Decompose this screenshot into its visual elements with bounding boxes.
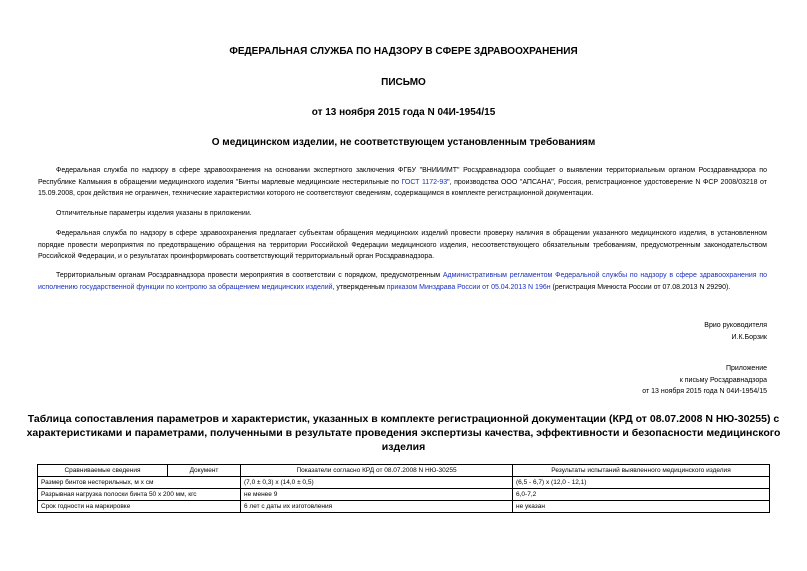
paragraph-4 [38,270,767,293]
appendix-block [642,363,767,398]
appendix-date: от 13 ноября 2015 года N 04И-1954/15 [642,388,767,395]
table-cell: не менее 9 [241,489,513,501]
table-cell: Срок годности на маркировке [38,501,241,513]
column-header: Показатели согласно КРД от 08.07.2008 N НЮ-30255 [241,465,513,477]
table-row [38,477,770,489]
table-cell: (6,5 - 6,7) х (12,0 - 12,1) [513,477,770,489]
paragraph-2: Отличительные параметры изделия указаны в приложении. [56,210,252,217]
signature-position: Врио руководителя [704,322,767,329]
paragraph-4-text-a: Территориальным органам Росздравнадзора провести мероприятия в соответствии с порядком, предусмотренным [56,272,443,279]
appendix-to: к письму Росздравнадзора [679,376,767,384]
table-header-row [38,465,770,477]
regulation-link[interactable]: Административным регламентом Федеральной службы по надзору в сфере здравоохранения по исполнению государственной функции по контролю за обращением медицинских изделий [38,272,767,291]
table-row [38,489,770,501]
order-link[interactable]: приказом Минздрава России от 05.04.2013 N 196н [386,283,551,291]
table-row [38,501,770,513]
table-cell: 6,0-7,2 [513,489,770,501]
comparison-table [37,464,770,513]
table-cell: не указан [513,501,770,513]
gost-link[interactable]: ГОСТ 1172-93 [401,178,448,186]
table-cell: (7,0 ± 0,3) х (14,0 ± 0,5) [241,477,513,489]
document-date-number: от 13 ноября 2015 года N 04И-1954/15 [311,107,496,118]
document-type: ПИСЬМО [381,77,426,88]
table-cell: Размер бинтов нестерильных, м х см [38,477,241,489]
paragraph-4-text-c: (регистрация Минюста России от 07.08.2013 N 29290). [550,283,731,291]
table-title: Таблица сопоставления параметров и характеристик, указанных в комплекте регистрационной документации (КРД от 08.07.2008 N НЮ-30255) с характеристиками и параметрами, полученными в результате проведения экспертизы качества, эффективности и безопасности медицинского изделия [26,413,781,453]
signature-name: И.К.Борзик [731,333,767,341]
agency-heading: ФЕДЕРАЛЬНАЯ СЛУЖБА ПО НАДЗОРУ В СФЕРЕ ЗДРАВООХРАНЕНИЯ [229,46,578,57]
paragraph-1 [38,165,767,200]
appendix-label: Приложение [725,365,767,372]
document-subject: О медицинском изделии, не соответствующем установленным требованиям [211,137,596,148]
column-header: Документ [168,465,241,477]
paragraph-1-text-a: Федеральная служба по надзору в сфере здравоохранения на основании экспертного заключения ФГБУ "ВНИИИМТ" Росздравнадзора сообщает о выявлении территориальным органом Росздравнадзора по Республике Калмыкия в обращении медицинского изделия "Бинты марлевые медицинские нестерильные по [38,167,767,186]
paragraph-1-text-b: ", производства ООО "АПСАНА", Россия, регистрационное удостоверение N ФСР 2008/03218 от 15.09.2008, срок действия не ограничен, технические характеристики которого не соответствуют сведениям, содержащимся в комплекте регистрационной документации. [38,178,767,197]
signature-block [704,320,767,343]
table-cell: 6 лет с даты их изготовления [241,501,513,513]
paragraph-4-text-b: , утвержденным [332,283,387,291]
column-header: Результаты испытаний выявленного медицинского изделия [513,465,770,477]
paragraph-3: Федеральная служба по надзору в сфере здравоохранения предлагает субъектам обращения медицинских изделий провести проверку наличия в обращении указанного медицинского изделия, в установленном порядке провести мероприятия по предотвращению обращения на территории Российской Федерации медицинского изделия, несоответствующего обязательным требованиям, предусмотренным законодательством Российской Федерации, и о результатах проинформировать соответствующий территориальный орган Росздравнадзора. [38,230,767,260]
column-header: Сравниваемые сведения [38,465,168,477]
table-cell: Разрывная нагрузка полоски бинта 50 х 200 мм, кгс [38,489,241,501]
